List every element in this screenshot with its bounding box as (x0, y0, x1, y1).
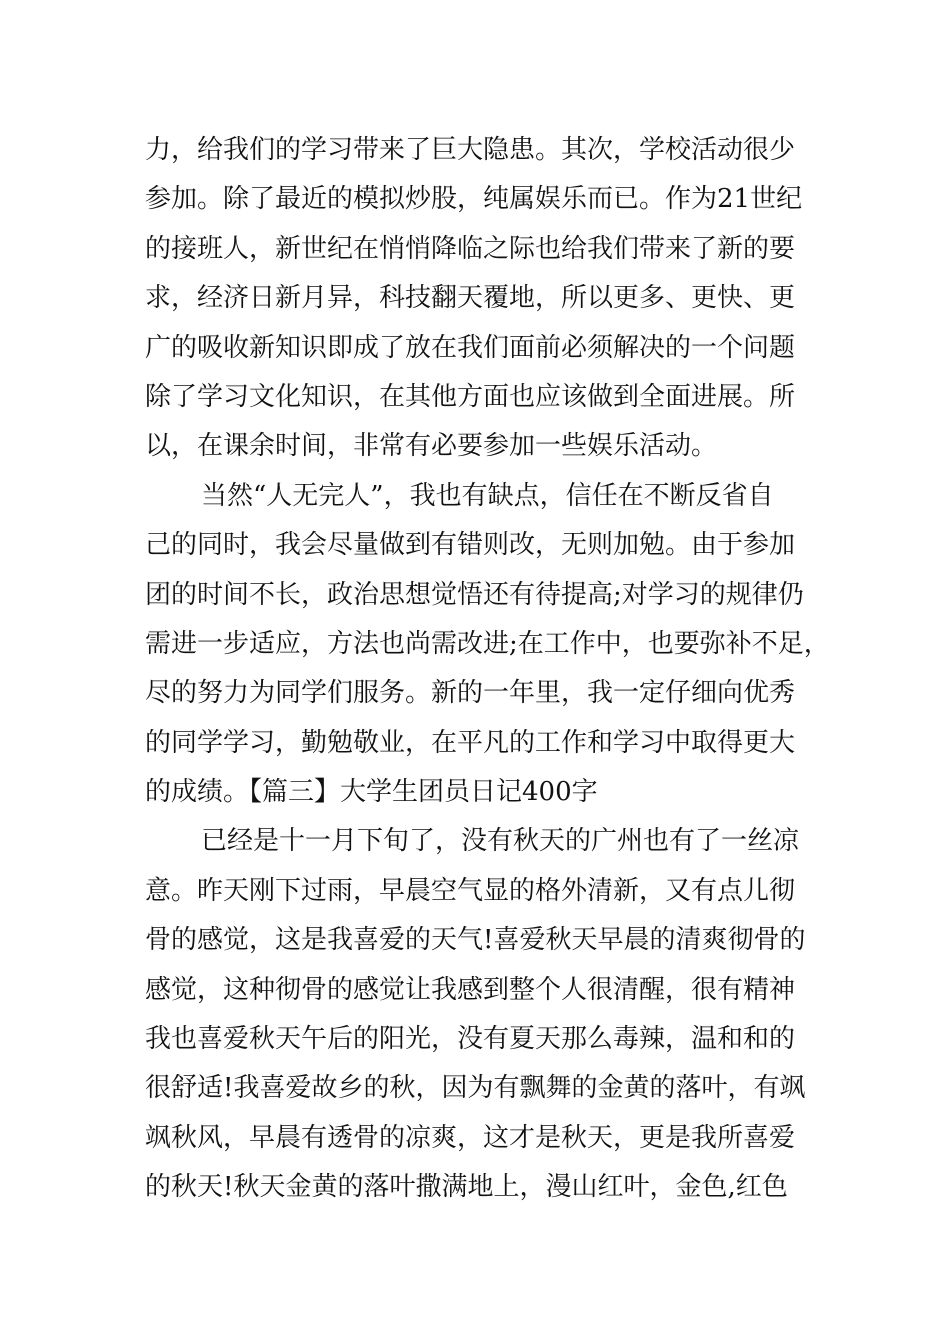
text-line: 飒秋风，早晨有透骨的凉爽，这才是秋天，更是我所喜爱 (145, 1122, 796, 1153)
paragraph-start-line: 当然“人无完人”，我也有缺点，信任在不断反省自 (201, 480, 774, 511)
text-line: 的接班人，新世纪在悄悄降临之际也给我们带来了新的要 (145, 233, 796, 264)
text-line: 参加。除了最近的模拟炒股，纯属娱乐而已。作为21世纪 (145, 184, 803, 215)
body-text (145, 126, 835, 1213)
text-line: 感觉，这种彻骨的感觉让我感到整个人很清醒，很有精神 (145, 974, 796, 1005)
text-line: 骨的感觉，这是我喜爱的天气!喜爱秋天早晨的清爽彻骨的 (145, 925, 806, 956)
text-line: 很舒适!我喜爱故乡的秋，因为有飘舞的金黄的落叶，有飒 (145, 1073, 806, 1104)
text-line: 力，给我们的学习带来了巨大隐患。其次，学校活动很少 (145, 135, 796, 165)
text-line: 的成绩。【篇三】大学生团员日记400字 (145, 777, 598, 808)
paragraph-start-line: 已经是十一月下旬了，没有秋天的广州也有了一丝凉 (201, 826, 800, 857)
text-line: 的秋天!秋天金黄的落叶撒满地上，漫山红叶，金色,红色 (145, 1172, 788, 1203)
text-line: 以，在课余时间，非常有必要参加一些娱乐活动。 (145, 431, 718, 462)
text-line: 的同学学习，勤勉敬业，在平凡的工作和学习中取得更大 (145, 727, 796, 758)
text-line: 需进一步适应，方法也尚需改进;在工作中，也要弥补不足， (145, 628, 830, 659)
text-line: 广的吸收新知识即成了放在我们面前必须解决的一个问题 (145, 332, 796, 363)
text-line: 意。昨天刚下过雨，早晨空气显的格外清新，又有点儿彻 (145, 875, 796, 906)
text-line: 除了学习文化知识，在其他方面也应该做到全面进展。所 (145, 381, 796, 412)
text-line: 己的同时，我会尽量做到有错则改，无则加勉。由于参加 (145, 530, 796, 561)
text-line: 尽的努力为同学们服务。新的一年里，我一定仔细向优秀 (145, 678, 796, 709)
text-line: 求，经济日新月异，科技翻天覆地，所以更多、更快、更 (145, 283, 796, 314)
text-line: 我也喜爱秋天午后的阳光，没有夏天那么毒辣，温和和的 (145, 1024, 796, 1055)
text-line: 团的时间不长，政治思想觉悟还有待提高;对学习的规律仍 (145, 579, 804, 610)
